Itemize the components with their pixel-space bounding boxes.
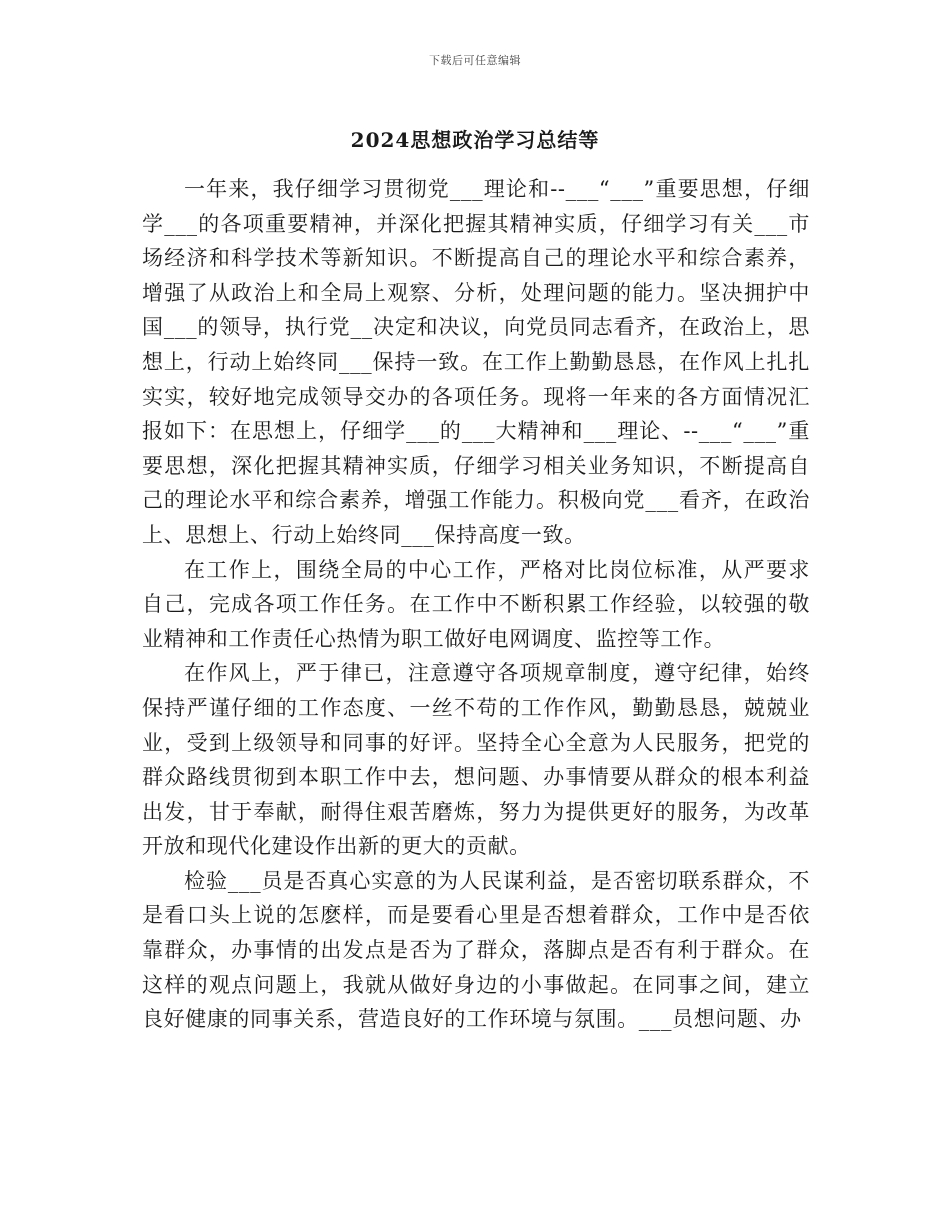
paragraph-3: 在作风上，严于律已，注意遵守各项规章制度，遵守纪律，始终保持严谨仔细的工作态度、一丝不苟的工作作风，勤勤恳恳，兢兢业业，受到上级领导和同事的好评。坚持全心全意为人民服务，把党的群众路线贯彻到本职工作中去，想问题、办事情要从群众的根本利益出发，甘于奉献，耐得住艰苦磨炼，努力为提供更好的服务，为改革开放和现代化建设作出新的更大的贡献。 <box>142 661 810 859</box>
document-title: 2024思想政治学习总结等 <box>350 128 600 152</box>
paragraph-1: 一年来，我仔细学习贯彻党___理论和--___“___”重要思想，仔细学___的各项重要精神，并深化把握其精神实质，仔细学习有关___市场经济和科学技术等新知识。不断提高自己的理论水平和综合素养，增强了从政治上和全局上观察、分析，处理问题的能力。坚决拥护中国___的领导，执行党__决定和决议，向党员同志看齐，在政治上，思想上，行动上始终同___保持一致。在工作上勤勤恳恳，在作风上扎扎实实，较好地完成领导交办的各项任务。现将一年来的各方面情况汇报如下：在思想上，仔细学___的___大精神和___理论、--___“___”重要思想，深化把握其精神实质，仔细学习相关业务知识，不断提高自己的理论水平和综合素养，增强工作能力。积极向党___看齐，在政治上、思想上、行动上始终同___保持高度一致。 <box>142 177 810 547</box>
header-note: 下载后可任意编辑 <box>429 54 521 67</box>
document-body <box>142 172 810 1037</box>
paragraph-4: 检验___员是否真心实意的为人民谋利益，是否密切联系群众，不是看口头上说的怎麽样，而是要看心里是否想着群众，工作中是否依靠群众，办事情的出发点是否为了群众，落脚点是否有利于群众。在这样的观点问题上，我就从做好身边的小事做起。在同事之间，建立良好健康的同事关系，营造良好的工作环境与氛围。___员想问题、办 <box>142 868 810 1032</box>
paragraph-2: 在工作上，围绕全局的中心工作，严格对比岗位标准，从严要求自己，完成各项工作任务。在工作中不断积累工作经验，以较强的敬业精神和工作责任心热情为职工做好电网调度、监控等工作。 <box>142 557 810 651</box>
